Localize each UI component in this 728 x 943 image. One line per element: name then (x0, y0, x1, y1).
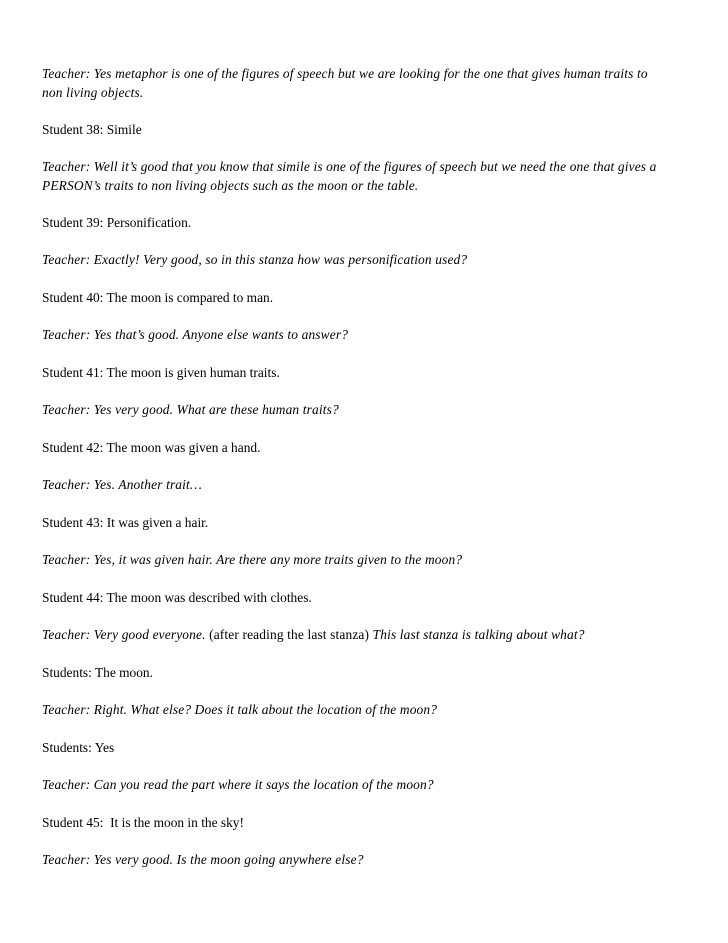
teacher-line: Teacher: Yes. Another trait… (42, 477, 202, 492)
student-line: Student 44: The moon was described with clothes. (42, 590, 312, 605)
student-line: Student 40: The moon is compared to man. (42, 290, 274, 305)
student-line: Students: Yes (42, 740, 115, 755)
student-line: Students: The moon. (42, 665, 153, 680)
teacher-line: Teacher: Yes, it was given hair. Are there any more traits given to the moon? (42, 552, 463, 567)
student-line: Student 41: The moon is given human traits. (42, 365, 280, 380)
teacher-line-continued: PERSON’s traits to non living objects such as the moon or the table. (42, 178, 419, 193)
teacher-line-mixed (42, 625, 692, 644)
student-line: Student 42: The moon was given a hand. (42, 440, 261, 455)
teacher-italic-part: Teacher: Very good everyone. (42, 627, 206, 642)
teacher-italic-question: This last stanza is talking about what? (372, 627, 585, 642)
teacher-line: Teacher: Yes very good. Is the moon going anywhere else? (42, 852, 364, 867)
teacher-line: Teacher: Yes metaphor is one of the figures of speech but we are looking for the one that gives human traits to (42, 66, 648, 81)
stage-direction: (after reading the last stanza) (205, 627, 373, 642)
teacher-line: Teacher: Yes that’s good. Anyone else wants to answer? (42, 327, 349, 342)
teacher-line: Teacher: Exactly! Very good, so in this stanza how was personification used? (42, 252, 468, 267)
teacher-line-continued: non living objects. (42, 85, 144, 100)
student-line: Student 45: It is the moon in the sky! (42, 815, 244, 830)
teacher-line: Teacher: Well it’s good that you know that simile is one of the figures of speech but we need the one that gives a (42, 159, 657, 174)
teacher-line: Teacher: Can you read the part where it says the location of the moon? (42, 777, 434, 792)
student-line: Student 43: It was given a hair. (42, 515, 209, 530)
student-line: Student 39: Personification. (42, 215, 192, 230)
teacher-line: Teacher: Right. What else? Does it talk about the location of the moon? (42, 702, 438, 717)
student-line: Student 38: Simile (42, 122, 142, 137)
teacher-line: Teacher: Yes very good. What are these human traits? (42, 402, 339, 417)
